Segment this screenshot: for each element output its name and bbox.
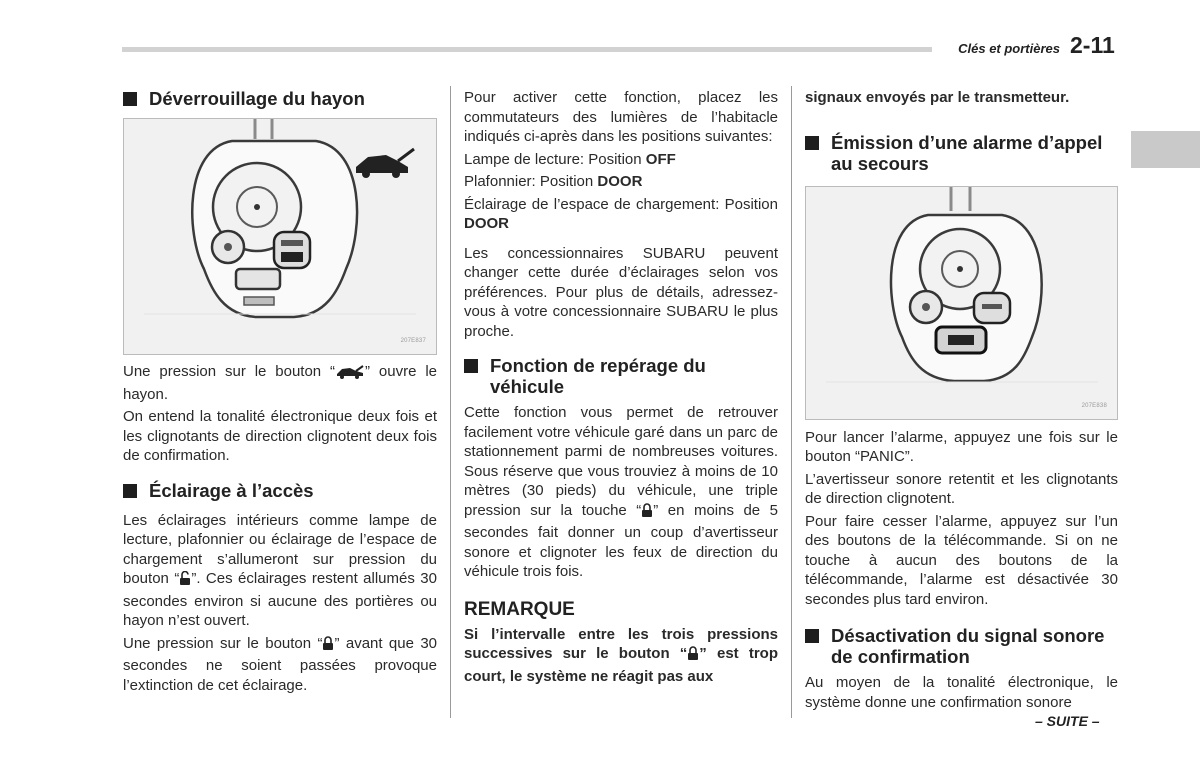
page-number: 2-11 <box>1070 32 1115 58</box>
paragraph-panic-start: Pour lancer l’alarme, appuyez une fois sur le bouton “PANIC”. <box>805 428 1118 465</box>
running-header-section: Clés et portières <box>958 41 1060 56</box>
header-rule <box>122 47 932 52</box>
continued-marker: – SUITE – <box>1035 713 1100 729</box>
heading-square-icon <box>805 136 819 150</box>
paragraph-access-lighting: Les éclairages intérieurs comme lampe de lecture, plafonnier ou éclairage de l’espace de chargement s’allumeront sur pression du bouton “ ”. Ces éclairages restent allumés 30 secondes environ si aucune des portières ou hayon n’est ouvert. <box>123 511 437 629</box>
list-dome-light: Plafonnier: Position DOOR <box>464 173 643 190</box>
figure-keyfob-trunk <box>123 118 437 355</box>
heading-note: REMARQUE <box>464 598 575 620</box>
column-1 <box>123 88 437 695</box>
heading-square-icon <box>123 484 137 498</box>
column-2 <box>464 88 778 686</box>
figure-keyfob-panic <box>805 186 1118 420</box>
list-cargo-light: Éclairage de l’espace de chargement: Position DOOR <box>464 195 778 232</box>
lock-icon <box>687 646 699 667</box>
keyfob-trunk-illustration <box>124 119 436 354</box>
paragraph-lock-off: Une pression sur le bouton “ ” avant que 30 secondes ne soient passées provoque l’extinction de cet éclairage. <box>123 634 438 694</box>
paragraph-confirm: Au moyen de la tonalité électronique, le système donne une confirmation sonore <box>805 674 1118 711</box>
paragraph-panic-stop: Pour faire cesser l’alarme, appuyez sur l’un des boutons de la télécommande. Si on ne touche à aucun des boutons de la télécommande, l’alarme est désactivée 30 secondes plus tard environ. <box>805 512 1118 608</box>
column-rule-1 <box>450 86 451 718</box>
paragraph-dealers: Les concessionnaires SUBARU peuvent changer cette durée d’éclairages selon vos préférences. Pour plus de détails, adressez-vous à votre concessionnaire SUBARU le plus proche. <box>464 244 778 340</box>
heading-square-icon <box>805 629 819 643</box>
lock-icon <box>641 503 653 524</box>
paragraph-trunk-confirm: On entend la tonalité électronique deux fois et les clignotants de direction clignotent deux fois de confirmation. <box>123 408 437 464</box>
heading-square-icon <box>464 359 478 373</box>
heading-trunk-unlock: Déverrouillage du hayon <box>123 88 437 109</box>
list-reading-lamp: Lampe de lecture: Position OFF <box>464 150 676 168</box>
column-3 <box>805 88 1118 712</box>
lock-icon <box>322 636 334 657</box>
heading-panic-alarm: Émission d’une alarme d’appel au secours <box>805 132 1118 174</box>
figure-code: 207E837 <box>400 338 426 344</box>
paragraph-locator: Cette fonction vous permet de retrouver facilement votre véhicule garé dans un parc de stationnement parmi de nombreuses voitures. Sous réserve que vous trouviez à moins de 10 mètres (30 pieds) du véhicule, une triple pression sur la touche “ ” en moins de 5 secondes fait donner un coup d’avertisseur sonore et clignoter les feux de direction du véhicule trois fois. <box>464 404 778 580</box>
paragraph-note: Si l’intervalle entre les trois pressions successives sur le bouton “ ” est trop court, le système ne réagit pas aux <box>464 625 778 685</box>
heading-square-icon <box>123 92 137 106</box>
trunk-car-icon <box>335 365 365 385</box>
heading-access-lighting: Éclairage à l’accès <box>123 480 437 501</box>
figure-code: 207E838 <box>1081 402 1107 409</box>
paragraph-note-continued: signaux envoyés par le transmetteur. <box>805 89 1070 106</box>
paragraph-panic-horn: L’avertisseur sonore retentit et les clignotants de direction clignotent. <box>805 470 1118 507</box>
heading-disable-confirm: Désactivation du signal sonore de confirmation <box>805 625 1118 667</box>
paragraph-trunk-press: Une pression sur le bouton “ ” ouvre le hayon. <box>123 363 437 403</box>
column-rule-2 <box>791 86 792 718</box>
keyfob-panic-illustration <box>806 187 1117 419</box>
chapter-thumb-tab <box>1131 131 1200 168</box>
unlock-icon <box>179 571 191 592</box>
heading-vehicle-locator: Fonction de repérage du véhicule <box>464 355 778 397</box>
paragraph-activate: Pour activer cette fonction, placez les commutateurs des lumières de l’habitacle indiqués ci-après dans les positions suivantes: <box>464 89 778 145</box>
